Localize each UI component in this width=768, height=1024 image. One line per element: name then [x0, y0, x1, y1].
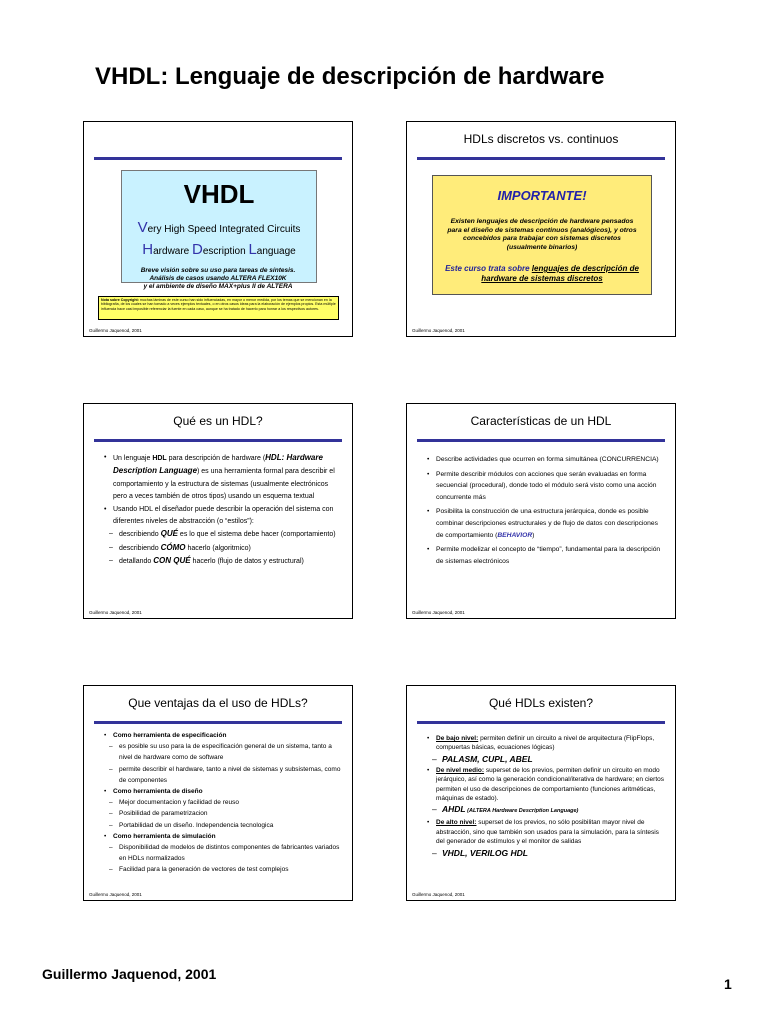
sub-bullet-item — [99, 842, 342, 864]
importante-title: IMPORTANTE! — [497, 188, 587, 203]
bullet-item — [99, 452, 342, 504]
cap-letter: V — [137, 219, 148, 236]
language-list: VHDL, VERILOG HDL — [442, 847, 528, 858]
bullet-item — [422, 454, 665, 466]
bullet-bold: HDL — [152, 455, 167, 462]
note-text: muchas láminas de este curso han sido influenciadas, en mayor o menor medida, por los temas que se mencionan en la bibliografía, de los cuales se han tomado a veces ejemplos textuales, o en otros casos ideas para la elaboración de ejemplos propios. Esta múltiple influencia hace casi imposible referenciar la fuente en cada caso, aunque se ha tratado de hacerlo para honrar a los respectivos autores. — [101, 298, 336, 311]
importante-box — [432, 175, 652, 295]
slide-rule — [94, 721, 342, 724]
sub-bullet-item — [99, 528, 342, 541]
bullet-item — [99, 831, 342, 842]
bullet-text: permiten definir un circuito a nivel de arquitectura (FlipFlops, compuertas básicas, ecuaciones lógicas) — [436, 735, 655, 752]
cap-letter: D — [192, 241, 203, 258]
sub-bullet-item — [99, 741, 342, 763]
page-number: 1 — [724, 976, 732, 992]
copyright-note — [98, 296, 339, 320]
bullet-text: Describe actividades que ocurren en forma simultánea (CONCURRENCIA) — [436, 456, 659, 463]
slide-caracteristicas — [406, 403, 676, 619]
sub-bullet-item — [99, 797, 342, 808]
vhdl-line-1 — [122, 219, 316, 236]
bullet-text: Portabilidad de un diseño. Independencia tecnologica — [119, 821, 274, 829]
vhdl-big-title: VHDL — [183, 179, 255, 209]
subtitle-line: Breve visión sobre su uso para tareas de síntesis. — [140, 267, 296, 274]
vhdl-line-2 — [122, 241, 316, 258]
bullet-item — [422, 734, 665, 753]
slide-title: Características de un HDL — [470, 414, 612, 428]
bullet-text: superset de los previos, no sólo posibilitan mayor nivel de abstracción, sino que también son usados para la simulación, para la síntesis del generador de estímulos y el monitor de salidas — [436, 819, 659, 846]
slide-rule — [417, 721, 665, 724]
slide-footer: Guillermo Jaquenod, 2001 — [89, 892, 142, 897]
line-text: anguage — [256, 246, 296, 257]
slide-body — [99, 730, 342, 876]
slide-vhdl-title — [83, 121, 353, 337]
note-label: Nota sobre Copyright: — [101, 298, 139, 302]
slide-title: Que ventajas da el uso de HDLs? — [128, 696, 308, 710]
language-list: AHDL — [442, 804, 466, 815]
bullet-item — [422, 506, 665, 541]
importante-conclusion — [443, 264, 641, 284]
bullet-emphasis: CON QUÉ — [153, 556, 191, 566]
level-label: De nivel medio: — [436, 766, 485, 774]
slide-title: HDLs discretos vs. continuos — [463, 132, 619, 146]
line-text: escription — [202, 246, 249, 257]
bullet-emphasis: BEHAVIOR — [497, 531, 533, 539]
slide-title: Qué es un HDL? — [173, 414, 263, 428]
subtitle-line: y el ambiente de diseño MAX+plus II de ALTERA — [143, 283, 293, 290]
slide-rule — [94, 157, 342, 160]
bullet-item — [422, 818, 665, 846]
bullet-text: hacerlo (algoritmico) — [185, 544, 251, 552]
slide-rule — [417, 439, 665, 442]
subtitle-line: Análisis de casos usando ALTERA FLEX10K — [149, 275, 287, 282]
bullet-emphasis: QUÉ — [160, 529, 178, 539]
bullet-item — [99, 786, 342, 797]
bullet-text: Usando HDL el diseñador puede describir la operación del sistema con diferentes niveles de abstracción (o “estilos”): — [113, 505, 334, 526]
bullet-item — [422, 469, 665, 504]
slide-body — [422, 734, 665, 860]
bullet-text: Mejor documentacion y facilidad de reuso — [119, 799, 239, 807]
slide-footer: Guillermo Jaquenod, 2001 — [412, 610, 465, 615]
slide-footer: Guillermo Jaquenod, 2001 — [89, 328, 142, 333]
line-text: ery High Speed Integrated Circuits — [147, 224, 301, 235]
cap-letter: H — [142, 241, 154, 258]
sub-bullet-item — [99, 542, 342, 555]
bullet-text: permite describir el hardware, tanto a nivel de sistemas y subsistemas, como de componentes — [119, 765, 341, 784]
bullet-heading: Como herramienta de especificación — [113, 732, 227, 739]
slide-subtitle — [84, 267, 352, 291]
cap-letter: L — [248, 241, 257, 258]
bullet-text: detallando — [119, 558, 154, 566]
slide-body — [99, 452, 342, 569]
sub-bullet-item — [99, 864, 342, 875]
bullet-heading: Como herramienta de diseño — [113, 788, 203, 796]
bullet-text: ) — [532, 531, 535, 539]
sub-bullet-item — [422, 847, 665, 860]
language-note: (ALTERA Hardware Description Language) — [465, 808, 579, 815]
bullet-text: Permite describir módulos con acciones que serán evaluadas en forma secuencial (procedural), donde todo el módulo será visto como una acción concurrente más — [436, 470, 657, 501]
slide-ventajas — [83, 685, 353, 901]
slide-rule — [417, 157, 665, 160]
bullet-text: Posibilita la construcción de una estructura jerárquica, donde es posible combinar descripciones estructurales y de flujo de datos con descripciones de comportamiento ( — [436, 508, 658, 539]
bullet-item — [99, 504, 342, 529]
bullet-text: Un lenguaje — [113, 455, 153, 462]
sub-bullet-item — [99, 808, 342, 819]
level-label: De alto nivel: — [436, 819, 477, 827]
bullet-emphasis: HDL: Hardware Description Language — [113, 453, 323, 476]
slide-title: Qué HDLs existen? — [488, 696, 594, 710]
importante-text: Existen lenguajes de descripción de hardware pensados para el diseño de sistemas continuos (analógicos), y otros concebidos para trabajar con sistemas discretos (usualmente binarios) — [447, 218, 637, 251]
sub-bullet-item — [99, 555, 342, 568]
level-label: De bajo nivel: — [436, 735, 479, 742]
slide-rule — [94, 439, 342, 442]
slide-body — [422, 454, 665, 567]
page-title: VHDL: Lenguaje de descripción de hardware — [95, 63, 605, 90]
bullet-text: Posibilidad de parametrizacion — [119, 810, 208, 818]
bullet-text: es posible su uso para la de especificación general de un sistema, tanto a nivel de hardware como de software — [119, 743, 332, 762]
conclusion-text: Este curso trata sobre — [445, 264, 532, 273]
conclusion-underlined: lenguajes de descripción de hardware de sistemas discretos — [481, 264, 639, 283]
bullet-text: Permite modelizar el concepto de “tiempo”, fundamental para la descripción de sistemas electrónicos — [436, 546, 661, 565]
sub-bullet-item — [99, 764, 342, 786]
slide-que-hdls-existen — [406, 685, 676, 901]
bullet-text: describiendo — [119, 531, 161, 539]
slide-footer: Guillermo Jaquenod, 2001 — [412, 892, 465, 897]
bullet-text: describiendo — [119, 544, 161, 552]
slide-hdls-discretos — [406, 121, 676, 337]
bullet-text: para descripción de hardware ( — [166, 455, 266, 462]
sub-bullet-item — [422, 753, 665, 766]
bullet-text: Facilidad para la generación de vectores de test complejos — [119, 866, 289, 874]
bullet-emphasis: CÓMO — [160, 542, 186, 552]
page-footer-author: Guillermo Jaquenod, 2001 — [42, 966, 217, 982]
bullet-item — [422, 544, 665, 567]
bullet-item — [99, 730, 342, 741]
bullet-text: superset de los previos, permiten definir un circuito en modo jerárquico, así como la generación condicional/iterativa de hardware; en ciertos permiten el uso de descripciones de comportamiento (funciones aritméticas, máquinas de estado). — [436, 766, 664, 803]
sub-bullet-item — [99, 820, 342, 831]
sub-bullet-item — [422, 803, 665, 818]
bullet-text: hacerlo (flujo de datos y estructural) — [190, 558, 304, 566]
bullet-heading: Como herramienta de simulación — [113, 832, 216, 840]
bullet-text: Disponibilidad de modelos de distintos componentes de fabricantes variados en HDLs normalizados — [119, 844, 340, 863]
slide-footer: Guillermo Jaquenod, 2001 — [89, 610, 142, 615]
line-text: ardware — [153, 246, 193, 257]
bullet-item — [422, 766, 665, 804]
language-list: PALASM, CUPL, ABEL — [442, 753, 533, 764]
slide-que-es-hdl — [83, 403, 353, 619]
bullet-text: es lo que el sistema debe hacer (comportamiento) — [177, 531, 336, 539]
bullet-text: ) es una herramienta formal para describir el comportamiento y la estructura de sistemas (usualmente electrónicos pero a veces también de otros tipos) usando un esquema textual — [113, 468, 335, 501]
slide-footer: Guillermo Jaquenod, 2001 — [412, 328, 465, 333]
